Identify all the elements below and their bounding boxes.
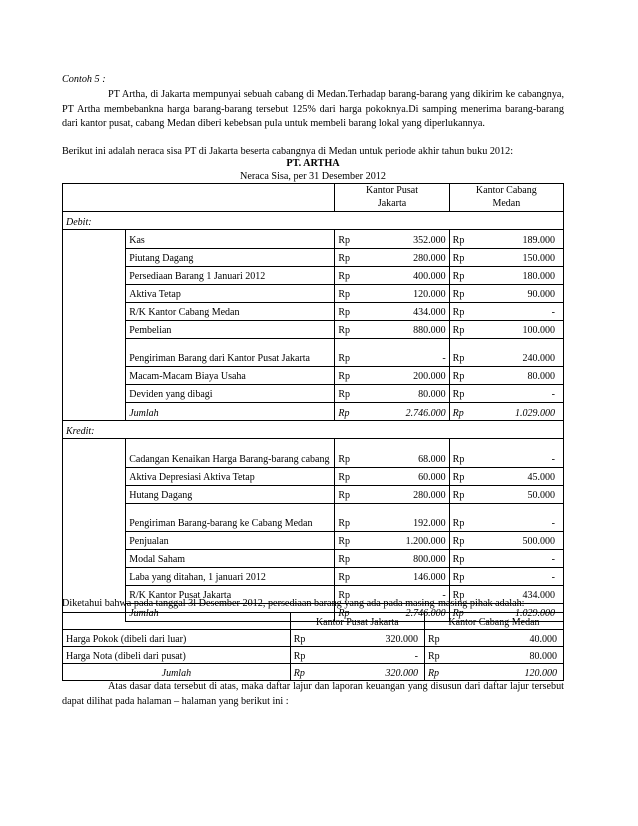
rp-cabang: Rp xyxy=(449,531,476,549)
row-label: R/K Kantor Cabang Medan xyxy=(126,302,335,320)
rp-cabang: Rp xyxy=(424,664,460,681)
rp-cabang: Rp xyxy=(449,567,476,585)
rp-pusat: Rp xyxy=(335,402,362,421)
example-heading: Contoh 5 : xyxy=(62,74,106,85)
rp-cabang: Rp xyxy=(449,284,476,302)
value-pusat: 200.000 xyxy=(362,366,450,384)
indent-cell xyxy=(63,503,126,531)
col-header-pusat: Kantor Pusat Jakarta xyxy=(335,184,449,212)
rp-pusat: Rp xyxy=(335,366,362,384)
table2-col-cabang: Kantor Cabang Medan xyxy=(424,613,563,630)
inventory-table xyxy=(62,612,564,681)
indent-cell xyxy=(63,402,126,421)
debit-row xyxy=(63,230,564,249)
kredit-row xyxy=(63,549,564,567)
value-cabang: 180.000 xyxy=(476,266,564,284)
rp-pusat: Rp xyxy=(335,439,362,468)
kredit-label: Kredit: xyxy=(63,421,335,439)
row-label: Hutang Dagang xyxy=(126,485,335,503)
row-label: Deviden yang dibagi xyxy=(126,384,335,402)
row-label: Pengiriman Barang dari Kantor Pusat Jakarta xyxy=(126,338,335,366)
value-cabang: - xyxy=(476,302,564,320)
rp-cabang: Rp xyxy=(449,503,476,531)
row-label: R/K Kantor Pusat Jakarta xyxy=(126,585,335,603)
value-pusat: 400.000 xyxy=(362,266,450,284)
rp-cabang: Rp xyxy=(449,485,476,503)
row-label: Aktiva Tetap xyxy=(126,284,335,302)
value-pusat: 2.746.000 xyxy=(362,603,450,621)
debit-row xyxy=(63,320,564,338)
rp-cabang: Rp xyxy=(424,647,460,664)
debit-row xyxy=(63,248,564,266)
rp-pusat: Rp xyxy=(335,531,362,549)
value-cabang: 100.000 xyxy=(476,320,564,338)
row-label: Laba yang ditahan, 1 januari 2012 xyxy=(126,567,335,585)
value-pusat: 320.000 xyxy=(326,630,424,647)
row-label: Pembelian xyxy=(126,320,335,338)
rp-pusat: Rp xyxy=(335,338,362,366)
value-cabang: - xyxy=(476,549,564,567)
rp-cabang: Rp xyxy=(424,630,460,647)
rp-pusat: Rp xyxy=(335,603,362,621)
kredit-row xyxy=(63,503,564,531)
rp-cabang: Rp xyxy=(449,603,476,621)
table2-col-pusat: Kantor Pusat Jakarta xyxy=(290,613,424,630)
indent-cell xyxy=(63,485,126,503)
debit-row xyxy=(63,284,564,302)
indent-cell xyxy=(63,230,126,249)
value-cabang: - xyxy=(476,384,564,402)
kredit-section-row xyxy=(63,421,564,439)
rp-pusat: Rp xyxy=(335,248,362,266)
value-pusat: - xyxy=(326,647,424,664)
row-label: Penjualan xyxy=(126,531,335,549)
indent-cell xyxy=(63,248,126,266)
debit-row xyxy=(63,366,564,384)
kredit-row xyxy=(63,567,564,585)
row-label: Modal Saham xyxy=(126,549,335,567)
value-pusat: 280.000 xyxy=(362,248,450,266)
value-pusat: 146.000 xyxy=(362,567,450,585)
company-title: PT. ARTHA xyxy=(286,158,340,169)
value-pusat: 1.200.000 xyxy=(362,531,450,549)
value-cabang: 80.000 xyxy=(460,647,563,664)
rp-pusat: Rp xyxy=(335,467,362,485)
debit-row xyxy=(63,338,564,366)
value-cabang: 500.000 xyxy=(476,531,564,549)
value-cabang: - xyxy=(476,567,564,585)
kredit-row xyxy=(63,467,564,485)
value-cabang: 80.000 xyxy=(476,366,564,384)
rp-cabang: Rp xyxy=(449,266,476,284)
indent-cell xyxy=(63,320,126,338)
inventory-total-row xyxy=(63,664,564,681)
indent-cell xyxy=(63,284,126,302)
value-pusat: 120.000 xyxy=(362,284,450,302)
row-label: Jumlah xyxy=(63,664,291,681)
row-label: Harga Nota (dibeli dari pusat) xyxy=(63,647,291,664)
row-label: Aktiva Depresiasi Aktiva Tetap xyxy=(126,467,335,485)
intro-line: Berikut ini adalah neraca sisa PT di Jakarta beserta cabangnya di Medan untuk periode akhir tahun buku 2012: xyxy=(62,146,514,157)
value-cabang: 120.000 xyxy=(460,664,563,681)
rp-cabang: Rp xyxy=(449,230,476,249)
value-pusat: 434.000 xyxy=(362,302,450,320)
kredit-row xyxy=(63,439,564,468)
value-pusat: 192.000 xyxy=(362,503,450,531)
debit-section-row xyxy=(63,212,564,230)
value-pusat: 280.000 xyxy=(362,485,450,503)
inventory-row xyxy=(63,630,564,647)
value-cabang: 240.000 xyxy=(476,338,564,366)
trial-balance-table xyxy=(62,183,564,622)
debit-blank xyxy=(335,212,564,230)
rp-cabang: Rp xyxy=(449,302,476,320)
value-pusat: 352.000 xyxy=(362,230,450,249)
row-label: Cadangan Kenaikan Harga Barang-barang cabang xyxy=(126,439,335,468)
table-header-row xyxy=(63,184,564,212)
indent-cell xyxy=(63,338,126,366)
value-cabang: 1.029.000 xyxy=(476,603,564,621)
row-label: Macam-Macam Biaya Usaha xyxy=(126,366,335,384)
value-pusat: - xyxy=(362,338,450,366)
debit-row xyxy=(63,302,564,320)
value-cabang: 50.000 xyxy=(476,485,564,503)
row-label: Persediaan Barang 1 Januari 2012 xyxy=(126,266,335,284)
rp-cabang: Rp xyxy=(449,248,476,266)
value-pusat: 880.000 xyxy=(362,320,450,338)
value-pusat: 800.000 xyxy=(362,549,450,567)
rp-pusat: Rp xyxy=(335,266,362,284)
rp-cabang: Rp xyxy=(449,467,476,485)
rp-pusat: Rp xyxy=(335,485,362,503)
table-title: Neraca Sisa, per 31 Desember 2012 xyxy=(240,171,386,182)
debit-total-row xyxy=(63,402,564,421)
value-pusat: - xyxy=(362,585,450,603)
rp-pusat: Rp xyxy=(335,320,362,338)
rp-cabang: Rp xyxy=(449,320,476,338)
indent-cell xyxy=(63,549,126,567)
rp-pusat: Rp xyxy=(335,302,362,320)
debit-row xyxy=(63,266,564,284)
value-cabang: 434.000 xyxy=(476,585,564,603)
rp-pusat: Rp xyxy=(335,284,362,302)
rp-pusat: Rp xyxy=(335,230,362,249)
rp-cabang: Rp xyxy=(449,402,476,421)
value-cabang: - xyxy=(476,503,564,531)
indent-cell xyxy=(63,531,126,549)
indent-cell xyxy=(63,439,126,468)
indent-cell xyxy=(63,567,126,585)
inventory-intro: Diketahui bahwa pada tanggal 3l Desember 2012, persediaan barang yang ada pada masing-masing pihak adalah: xyxy=(62,598,525,609)
row-label: Kas xyxy=(126,230,335,249)
value-cabang: - xyxy=(476,439,564,468)
rp-pusat: Rp xyxy=(335,567,362,585)
kredit-blank xyxy=(335,421,564,439)
rp-cabang: Rp xyxy=(449,366,476,384)
value-pusat: 2.746.000 xyxy=(362,402,450,421)
value-cabang: 150.000 xyxy=(476,248,564,266)
rp-pusat: Rp xyxy=(290,664,326,681)
rp-pusat: Rp xyxy=(335,384,362,402)
rp-pusat: Rp xyxy=(290,647,326,664)
value-cabang: 45.000 xyxy=(476,467,564,485)
value-cabang: 189.000 xyxy=(476,230,564,249)
value-cabang: 1.029.000 xyxy=(476,402,564,421)
value-pusat: 320.000 xyxy=(326,664,424,681)
value-pusat: 60.000 xyxy=(362,467,450,485)
row-label: Pengiriman Barang-barang ke Cabang Medan xyxy=(126,503,335,531)
indent-cell xyxy=(63,266,126,284)
rp-cabang: Rp xyxy=(449,384,476,402)
value-pusat: 68.000 xyxy=(362,439,450,468)
closing-paragraph: Atas dasar data tersebut di atas, maka daftar lajur dan laporan keuangan yang disusun dari daftar lajur tersebut dapat dilihat pada halaman – halaman yang berikut ini : xyxy=(62,681,564,707)
kredit-row xyxy=(63,485,564,503)
rp-pusat: Rp xyxy=(290,630,326,647)
value-pusat: 80.000 xyxy=(362,384,450,402)
row-label: Jumlah xyxy=(126,603,335,621)
rp-cabang: Rp xyxy=(449,549,476,567)
value-cabang: 40.000 xyxy=(460,630,563,647)
debit-row xyxy=(63,384,564,402)
debit-label: Debit: xyxy=(63,212,335,230)
rp-cabang: Rp xyxy=(449,439,476,468)
intro-paragraph: PT Artha, di Jakarta mempunyai sebuah cabang di Medan.Terhadap barang-barang yang dikirim ke cabangnya, PT Artha membebankna harga barang-barang tersebut 125% dari harga pokoknya.Di samping menerima barang-barang dari kantor pusat, cabang Medan diberi kebebsan pula untuk membeli barang lokal yang diperlukannya. xyxy=(62,89,564,129)
indent-cell xyxy=(63,366,126,384)
value-cabang: 90.000 xyxy=(476,284,564,302)
rp-cabang: Rp xyxy=(449,338,476,366)
table2-header-row xyxy=(63,613,564,630)
rp-cabang: Rp xyxy=(449,585,476,603)
rp-pusat: Rp xyxy=(335,585,362,603)
row-label: Piutang Dagang xyxy=(126,248,335,266)
rp-pusat: Rp xyxy=(335,503,362,531)
row-label: Jumlah xyxy=(126,402,335,421)
rp-pusat: Rp xyxy=(335,549,362,567)
indent-cell xyxy=(63,302,126,320)
inventory-row xyxy=(63,647,564,664)
indent-cell xyxy=(63,384,126,402)
row-label: Harga Pokok (dibeli dari luar) xyxy=(63,630,291,647)
indent-cell xyxy=(63,467,126,485)
col-header-cabang: Kantor Cabang Medan xyxy=(449,184,563,212)
kredit-row xyxy=(63,531,564,549)
